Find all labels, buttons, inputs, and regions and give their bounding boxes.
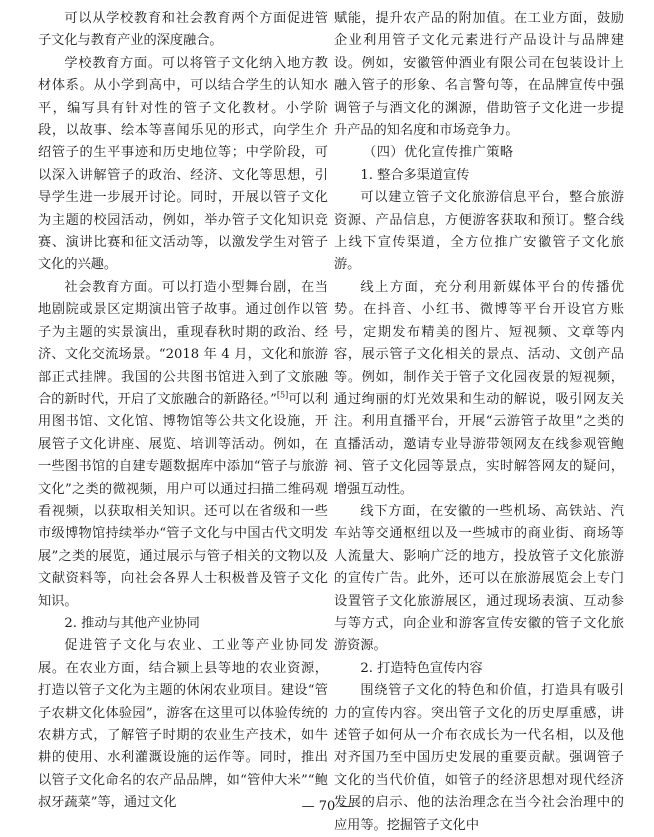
paragraph: 线上方面，充分利用新媒体平台的传播优势。在抖音、小红书、微博等平台开设官方账号，定期发布精美的图片、短视频、文章等内容，展示管子文化相关的景点、活动、文创产品等。例如，制作关于管子文化园夜景的短视频，通过绚丽的灯光效果和生动的解说，吸引网友关注。利用直播平台，开展“云游管子故里”之类的直播活动，邀请专业导游带领网友在线参观管鲍祠、管子文化园等景点，实时解答网友的疑问，增强互动性。 — [334, 279, 624, 497]
paragraph: 围绕管子文化的特色和价值，打造具有吸引力的宣传内容。突出管子文化的历史厚重感，讲述管子如何从一介布衣成长为一代名相，以及他对齐国乃至中国历史发展的重要贡献。强调管子文化的当代价值，如管子的经济思想对现代经济发展的启示、他的法治理念在当今社会治理中的应用等。挖掘管子文化中 — [334, 683, 624, 833]
right-column — [334, 8, 624, 837]
subsection-heading: 2. 推动与其他产业协同 — [64, 615, 200, 631]
citation-ref: [5] — [276, 390, 289, 400]
paragraph: 线下方面，在安徽的一些机场、高铁站、汽车站等交通枢纽以及一些城市的商业街、商场等人流量大、影响广泛的地方，投放管子文化旅游的宣传广告。此外，还可以在旅游展览会上专门设置管子文化旅游展区，通过现场表演、互动参与等方式，向企业和游客宣传安徽的管子文化旅游资源。 — [334, 503, 624, 654]
section-heading: （四）优化宣传推广策略 — [363, 145, 514, 161]
paragraph: 赋能，提升农产品的附加值。在工业方面，鼓励企业利用管子文化元素进行产品设计与品牌建设。例如，安徽管仲酒业有限公司在包装设计上融入管子的形象、名言警句等，在品牌宣传中强调管子与酒文化的渊源，借助管子文化进一步提升产品的知名度和市场竞争力。 — [334, 11, 624, 139]
subsection-heading: 2. 打造特色宣传内容 — [360, 660, 483, 676]
page-number: — 70 — — [301, 799, 353, 814]
paragraph: 可以从学校教育和社会教育两个方面促进管子文化与教育产业的深度融合。 — [38, 11, 328, 49]
paragraph-text: 可以利用图书馆、文化馆、博物馆等公共文化设施，开展管子文化讲座、展览、培训等活动。例如，在一些图书馆的自建专题数据库中添加“管子与旅游文化”之类的微视频，用户可以通过扫描二维码观看视频，以获取相关知识。还可以在省级和一些市级博物馆持续举办“管子文化与中国古代文明发展”之类的展览，通过展示与管子相关的文物以及文献资料等，向社会各界人士积极普及管子文化知识。 — [38, 391, 329, 609]
paragraph: 促进管子文化与农业、工业等产业协同发展。在农业方面，结合颍上县等地的农业资源，打造以管子文化为主题的休闲农业项目。建设“管子农耕文化体验园”，游客在这里可以体验传统的农耕方式，了解管子时期的农业生产技术，如牛耕的使用、水利灌溉设施的运作等。同时，推出以管子文化命名的农产品品牌，如“管仲大米”“鲍叔牙蔬菜”等，通过文化 — [38, 638, 328, 811]
paragraph — [38, 277, 328, 613]
paragraph: 学校教育方面。可以将管子文化纳入地方教材体系。从小学到高中，可以结合学生的认知水平，编写具有针对性的管子文化教材。小学阶段，以故事、绘本等喜闻乐见的形式，向学生介绍管子的生平事迹和历史地位等；中学阶段，可以深入讲解管子的政治、经济、文化等思想，引导学生进一步展开讨论。同时，开展以管子文化为主题的校园活动，例如，举办管子文化知识竞赛、演讲比赛和征文活动等，以激发学生对管子文化的兴趣。 — [38, 55, 328, 273]
left-column — [38, 8, 328, 815]
paragraph: 可以建立管子文化旅游信息平台，整合旅游资源、产品信息，方便游客获取和预订。整合线上线下宣传渠道，全方位推广安徽管子文化旅游。 — [334, 190, 624, 273]
paragraph-text: 社会教育方面。可以打造小型舞台剧，在当地剧院或景区定期演出管子故事。通过创作以管子为主题的实景演出，重现春秋时期的政治、经济、文化交流场景。“2018 年 4 月，文化和旅游部正式挂牌。我国的公共图书馆进入到了文旅融合的新时代，开启了文旅融合的新路径。” — [38, 279, 328, 407]
subsection-heading: 1. 整合多渠道宣传 — [360, 167, 470, 183]
